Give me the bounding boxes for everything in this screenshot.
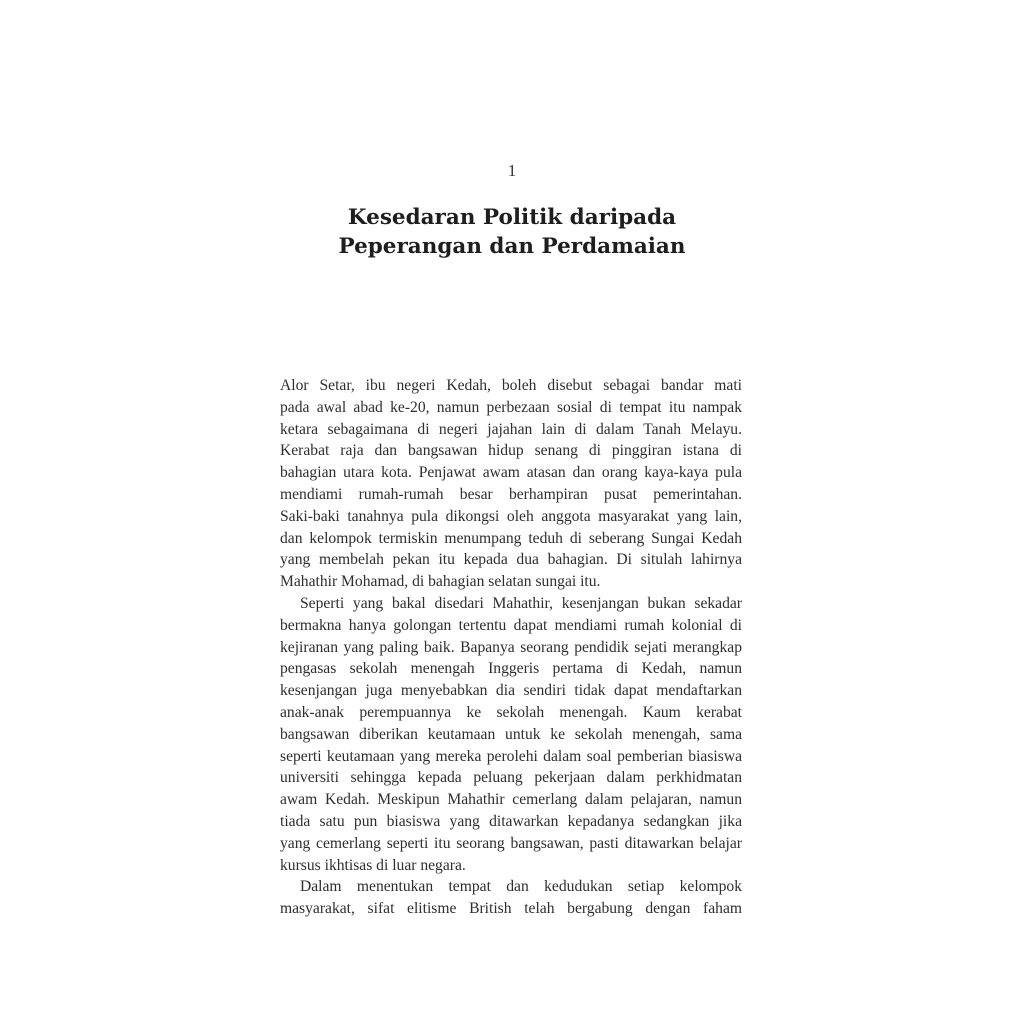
text-line: pengasas sekolah menengah Inggeris pertama di Kedah, namun (280, 660, 742, 678)
chapter-title-line: Peperangan dan Perdamaian (338, 234, 686, 259)
text-line: yang cemerlang seperti itu seorang bangsawan, pasti ditawarkan belajar (280, 834, 742, 852)
text-line: tiada satu pun biasiswa yang ditawarkan kepadanya sedangkan jika (280, 812, 742, 830)
text-line: Saki-baki tanahnya pula dikongsi oleh anggota masyarakat yang lain, (280, 507, 742, 525)
text-line: bangsawan diberikan keutamaan untuk ke sekolah menengah, sama (280, 725, 742, 743)
text-line: kursus ikhtisas di luar negara. (280, 856, 466, 874)
text-line: awam Kedah. Meskipun Mahathir cemerlang dalam pelajaran, namun (280, 791, 742, 809)
text-line: dan kelompok termiskin menumpang teduh di seberang Sungai Kedah (280, 529, 742, 547)
text-line: Mahathir Mohamad, di bahagian selatan sungai itu. (280, 573, 601, 591)
text-line: Alor Setar, ibu negeri Kedah, boleh disebut sebagai bandar mati (280, 377, 742, 394)
text-line: yang membelah pekan itu kepada dua bahagian. Di situlah lahirnya (280, 551, 742, 569)
text-line: universiti sehingga kepada peluang pekerjaan dalam perkhidmatan (280, 769, 742, 787)
text-line: Kerabat raja dan bangsawan hidup senang di pinggiran istana di (280, 442, 742, 460)
paragraph (280, 876, 742, 920)
text-line: bahagian utara kota. Penjawat awam atasan dan orang kaya-kaya pula (280, 464, 742, 482)
paragraph (280, 593, 742, 876)
text-line: anak-anak perempuannya ke sekolah menengah. Kaum kerabat (280, 703, 742, 721)
chapter-number: 1 (507, 161, 517, 180)
text-line: Dalam menentukan tempat dan kedudukan setiap kelompok (300, 878, 742, 896)
text-line: pada awal abad ke-20, namun perbezaan sosial di tempat itu nampak (280, 398, 742, 416)
text-line: bermakna hanya golongan tertentu dapat mendiami rumah kolonial di (280, 616, 742, 634)
paragraph (280, 375, 742, 593)
text-line: masyarakat, sifat elitisme British telah bergabung dengan faham (280, 900, 742, 918)
text-line: seperti keutamaan yang mereka perolehi dalam soal pemberian biasiswa (280, 747, 742, 765)
chapter-title (0, 203, 1024, 261)
body-text (280, 375, 742, 920)
text-line: Seperti yang bakal disedari Mahathir, kesenjangan bukan sekadar (300, 594, 742, 612)
text-line: mendiami rumah-rumah besar berhampiran pusat pemerintahan. (280, 485, 742, 503)
text-line: kesenjangan juga menyebabkan dia sendiri tidak dapat mendaftarkan (280, 682, 742, 700)
text-line: kejiranan yang paling baik. Bapanya seorang pendidik sejati merangkap (280, 638, 742, 656)
chapter-title-line: Kesedaran Politik daripada (347, 205, 677, 230)
text-line: ketara sebagaimana di negeri jajahan lain di dalam Tanah Melayu. (280, 420, 742, 438)
